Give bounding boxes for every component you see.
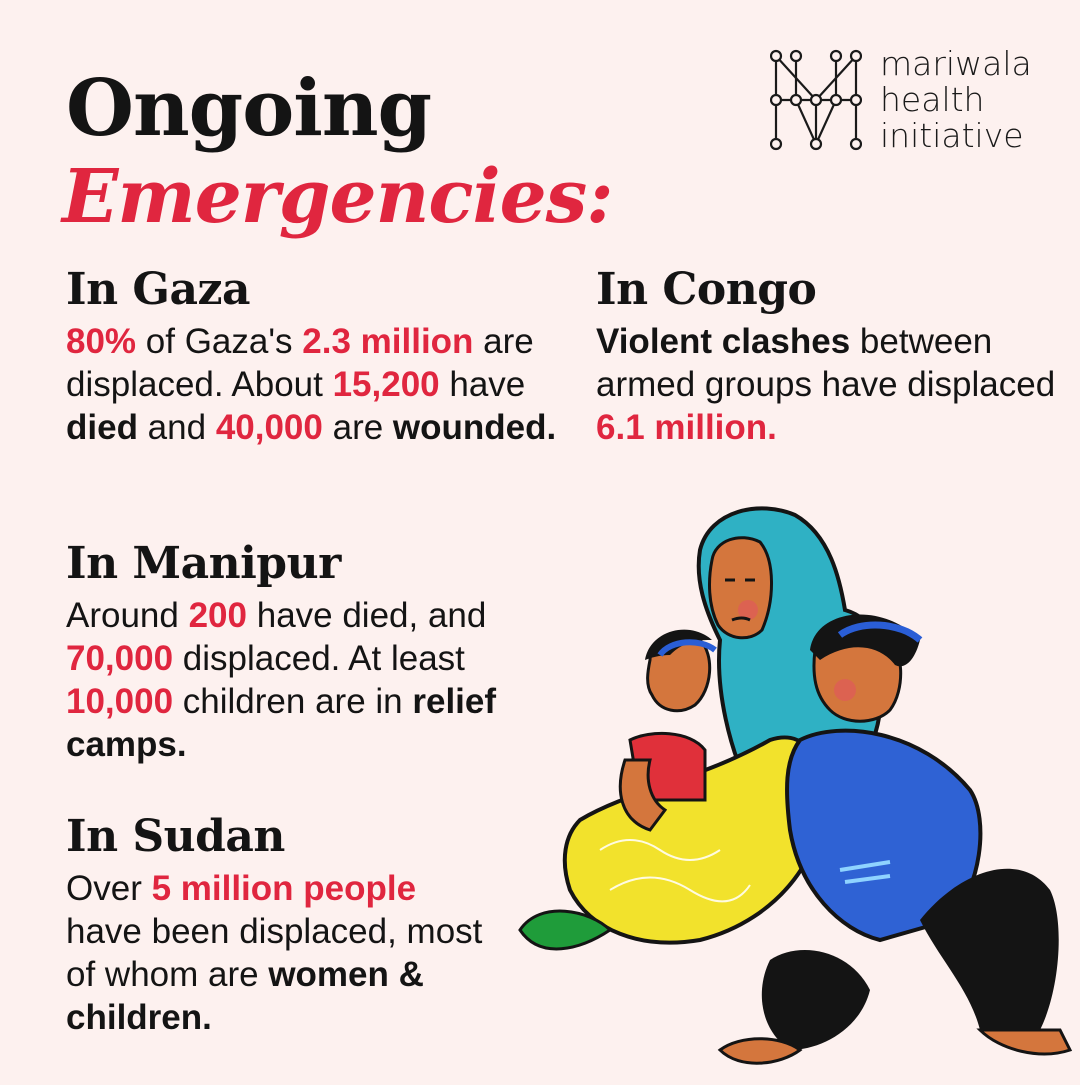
- sudan-section: [66, 811, 496, 1039]
- gaza-text: 80% of Gaza's 2.3 million are displaced. About 15,200 have died and 40,000 are wounded.: [66, 322, 557, 447]
- sudan-text: Over 5 million people have been displaced, most of whom are women & children.: [66, 869, 483, 1037]
- congo-heading: In Congo: [596, 264, 817, 315]
- child-figure: [620, 630, 715, 830]
- logo-line-2: health: [880, 80, 985, 119]
- sudan-heading: In Sudan: [66, 811, 285, 862]
- congo-section: [596, 264, 1066, 449]
- congo-text: Violent clashes between armed groups have displaced 6.1 million.: [596, 322, 1056, 447]
- title-line-1: Ongoing: [66, 63, 432, 154]
- refugee-family-illustration: [500, 490, 1080, 1085]
- logo-text: [880, 46, 1032, 154]
- mhi-logo-icon: [770, 48, 862, 157]
- logo-line-3: initiative: [880, 116, 1024, 155]
- title-line-2: Emergencies:: [62, 154, 613, 240]
- gaza-heading: In Gaza: [66, 264, 250, 315]
- manipur-heading: In Manipur: [66, 538, 341, 589]
- gaza-section: [66, 264, 566, 449]
- logo-line-1: mariwala: [880, 44, 1032, 83]
- manipur-text: Around 200 have died, and 70,000 displaced. At least 10,000 children are in relief camps.: [66, 596, 497, 764]
- manipur-section: [66, 538, 536, 766]
